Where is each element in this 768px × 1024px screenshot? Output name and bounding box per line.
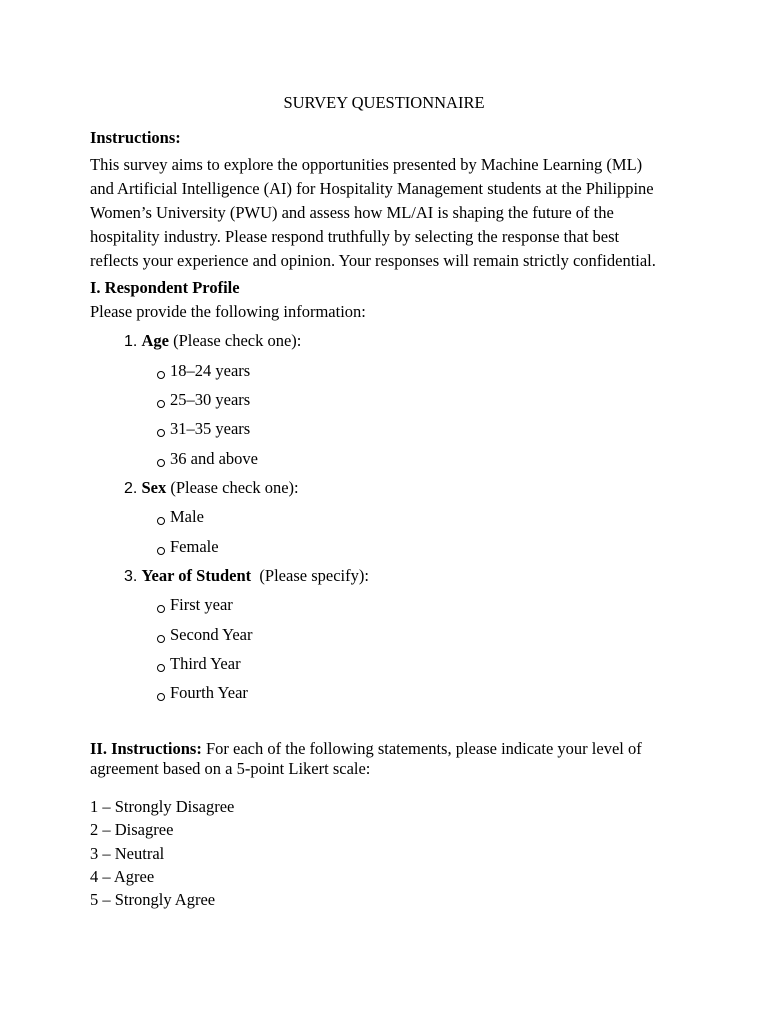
option-sex-female: Female xyxy=(170,537,219,556)
question-number: 2. xyxy=(124,480,138,497)
option-age-18-24: 18–24 years xyxy=(170,361,251,380)
instructions-heading: Instructions: xyxy=(90,128,181,147)
likert-item: 3 – Neutral xyxy=(90,844,165,863)
intro-line: This survey aims to explore the opportunities presented by Machine Learning (ML) xyxy=(90,155,643,174)
question-sex xyxy=(124,480,299,497)
intro-line: Women’s University (PWU) and assess how ML/AI is shaping the future of the xyxy=(90,203,614,222)
question-number: 1. xyxy=(124,333,138,350)
section1-lead: Please provide the following information: xyxy=(90,302,366,321)
intro-line: and Artificial Intelligence (AI) for Hospitality Management students at the Philippine xyxy=(90,179,654,198)
likert-item: 5 – Strongly Agree xyxy=(90,890,216,909)
option-bullet-icon xyxy=(157,664,165,672)
section2-line xyxy=(90,739,690,759)
likert-item: 4 – Agree xyxy=(90,867,155,886)
option-bullet-icon xyxy=(157,635,165,643)
option-bullet-icon xyxy=(157,605,165,613)
option-year-fourth: Fourth Year xyxy=(170,683,248,702)
option-bullet-icon xyxy=(157,547,165,555)
option-age-25-30: 25–30 years xyxy=(170,390,251,409)
option-age-31-35: 31–35 years xyxy=(170,419,251,438)
option-bullet-icon xyxy=(157,371,165,379)
question-label: Sex xyxy=(141,478,167,497)
option-year-third: Third Year xyxy=(170,654,241,673)
question-hint: (Please check one): xyxy=(166,478,299,497)
option-bullet-icon xyxy=(157,517,165,525)
option-bullet-icon xyxy=(157,400,165,408)
option-bullet-icon xyxy=(157,693,165,701)
question-label: Year of Student xyxy=(141,566,252,585)
intro-paragraph xyxy=(90,153,690,273)
question-year xyxy=(124,568,369,585)
likert-item: 1 – Strongly Disagree xyxy=(90,797,235,816)
intro-line: reflects your experience and opinion. Your responses will remain strictly confidential. xyxy=(90,251,656,270)
option-age-36-above: 36 and above xyxy=(170,449,258,468)
option-year-second: Second Year xyxy=(170,625,253,644)
question-hint: (Please specify): xyxy=(251,566,369,585)
question-age xyxy=(124,333,301,350)
section2-line: agreement based on a 5-point Likert scale: xyxy=(90,759,371,778)
option-bullet-icon xyxy=(157,459,165,467)
section2-text: For each of the following statements, please indicate your level of xyxy=(201,739,642,758)
question-label: Age xyxy=(141,331,169,350)
question-number: 3. xyxy=(124,568,138,585)
option-sex-male: Male xyxy=(170,507,204,526)
section2-heading: II. Instructions: xyxy=(90,739,202,758)
option-year-first: First year xyxy=(170,595,233,614)
option-bullet-icon xyxy=(157,429,165,437)
section2-instructions xyxy=(90,739,690,779)
question-hint: (Please check one): xyxy=(168,331,302,350)
page-title: SURVEY QUESTIONNAIRE xyxy=(283,93,485,112)
intro-line: hospitality industry. Please respond truthfully by selecting the response that best xyxy=(90,227,620,246)
likert-item: 2 – Disagree xyxy=(90,820,174,839)
section1-heading: I. Respondent Profile xyxy=(90,278,240,297)
